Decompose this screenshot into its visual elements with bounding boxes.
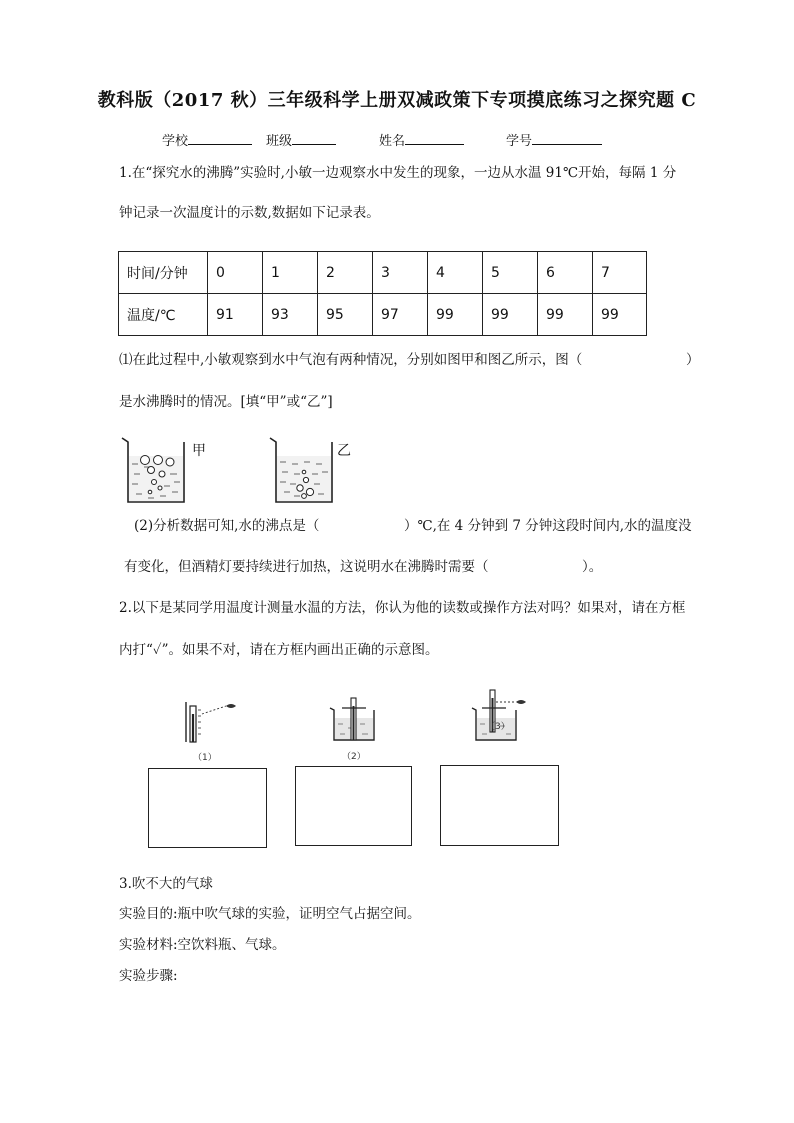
q3-title: 3.吹不大的气球 bbox=[119, 876, 213, 892]
time-cell: 1 bbox=[263, 252, 318, 294]
school-field bbox=[162, 130, 252, 149]
temp-cell: 91 bbox=[208, 294, 263, 336]
q1-line1: 1.在“探究水的沸腾”实验时,小敏一边观察水中发生的现象，一边从水温 91℃开始，每隔 1 分 bbox=[119, 165, 677, 181]
temp-cell: 99 bbox=[593, 294, 647, 336]
table-row bbox=[119, 252, 647, 294]
temp-cell: 99 bbox=[538, 294, 593, 336]
q1-line2: 钟记录一次温度计的示数,数据如下记录表。 bbox=[119, 205, 380, 221]
time-cell: 7 bbox=[593, 252, 647, 294]
caption-1: （1） bbox=[193, 753, 217, 763]
caption-3: （3） bbox=[486, 722, 510, 732]
answer-box-1[interactable] bbox=[148, 768, 267, 848]
class-label: 班级 bbox=[266, 134, 293, 149]
beaker-jia-icon bbox=[120, 434, 190, 506]
q3-purpose: 实验目的:瓶中吹气球的实验，证明空气占据空间。 bbox=[119, 906, 421, 922]
table-row bbox=[119, 294, 647, 336]
beaker-yi-icon bbox=[268, 434, 338, 506]
answer-box-3[interactable] bbox=[440, 765, 559, 846]
temp-cell: 99 bbox=[428, 294, 483, 336]
time-cell: 0 bbox=[208, 252, 263, 294]
number-label: 学号 bbox=[506, 134, 533, 149]
time-cell: 2 bbox=[318, 252, 373, 294]
q1-sub2-line2-part1: 有变化，但酒精灯要持续进行加热，这说明水在沸腾时需要（ bbox=[124, 559, 489, 575]
time-cell: 4 bbox=[428, 252, 483, 294]
school-blank[interactable] bbox=[188, 132, 252, 145]
name-field bbox=[379, 130, 464, 149]
time-cell: 6 bbox=[538, 252, 593, 294]
number-field bbox=[506, 130, 602, 149]
q1-sub2-part2: ）℃,在 4 分钟到 7 分钟这段时间内,水的温度没 bbox=[404, 518, 692, 534]
page-title: 教科版（2017 秋）三年级科学上册双减政策下专项摸底练习之探究题 C bbox=[97, 90, 697, 111]
label-jia: 甲 bbox=[192, 443, 206, 459]
beaker-thermometer-icon bbox=[328, 694, 380, 744]
temp-cell: 97 bbox=[373, 294, 428, 336]
caption-2: （2） bbox=[342, 752, 366, 762]
time-cell: 5 bbox=[483, 252, 538, 294]
class-field bbox=[266, 130, 336, 149]
q1-sub2-line2-part2: ）。 bbox=[582, 559, 603, 575]
q1-sub1-close: ） bbox=[686, 352, 700, 368]
label-yi: 乙 bbox=[337, 443, 351, 459]
q2-line1: 2.以下是某同学用温度计测量水温的方法，你认为他的读数或操作方法对吗？如果对，请在方框 bbox=[119, 600, 686, 616]
temp-cell: 99 bbox=[483, 294, 538, 336]
q3-steps: 实验步骤: bbox=[119, 968, 178, 984]
header-time: 时间/分钟 bbox=[119, 252, 208, 294]
q2-line2: 内打“✓”。如果不对，请在方框内画出正确的示意图。 bbox=[119, 642, 439, 658]
record-table bbox=[118, 251, 647, 336]
q1-sub2-part1: (2)分析数据可知,水的沸点是（ bbox=[134, 518, 320, 534]
header-temp: 温度/℃ bbox=[119, 294, 208, 336]
answer-box-2[interactable] bbox=[295, 766, 412, 846]
q1-sub1-line2: 是水沸腾时的情况。[填“甲”或“乙”] bbox=[119, 394, 333, 410]
school-label: 学校 bbox=[162, 134, 189, 149]
temp-cell: 93 bbox=[263, 294, 318, 336]
q1-sub1-line1: ⑴在此过程中,小敏观察到水中气泡有两种情况，分别如图甲和图乙所示，图（ bbox=[119, 352, 583, 368]
name-blank[interactable] bbox=[405, 132, 464, 145]
time-cell: 3 bbox=[373, 252, 428, 294]
name-label: 姓名 bbox=[379, 134, 406, 149]
beaker-thermometer-view-icon bbox=[470, 688, 532, 744]
class-blank[interactable] bbox=[292, 132, 336, 145]
number-blank[interactable] bbox=[532, 132, 602, 145]
q3-materials: 实验材料:空饮料瓶、气球。 bbox=[119, 937, 286, 953]
thermometer-reading-icon bbox=[178, 700, 240, 746]
temp-cell: 95 bbox=[318, 294, 373, 336]
